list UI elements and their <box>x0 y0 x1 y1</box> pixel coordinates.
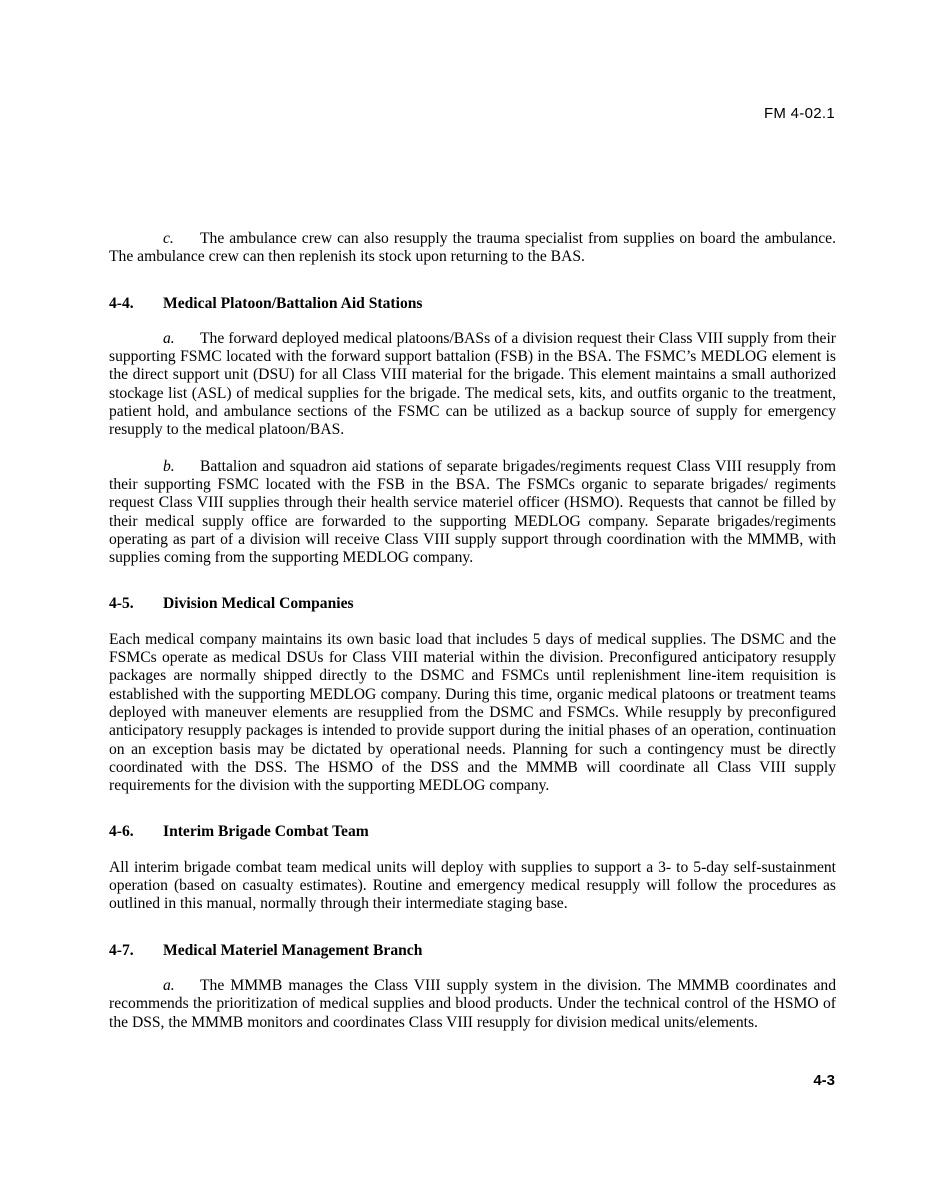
paragraph-4-7-a <box>109 977 836 1032</box>
paragraph-text: Battalion and squadron aid stations of separate brigades/regiments request Class VIII resupply from their supporting FSMC located with the FSB in the BSA. The FSMCs organic to separate brigades/ regiments request Class VIII supplies through their health service materiel officer (HSMO). Requests that cannot be filled by their medical supply office are forwarded to the supporting MEDLOG company. Separate brigades/regiments operating as part of a division will receive Class VIII supply support through coordination with the MMMB, with supplies coming from the supporting MEDLOG company. <box>109 457 836 567</box>
paragraph-text: The forward deployed medical platoons/BASs of a division request their Class VIII supply from their supporting FSMC located with the forward support battalion (FSB) in the BSA. The FSMC’s MEDLOG element is the direct support unit (DSU) for all Class VIII material for the brigade. This element maintains a small authorized stockage list (ASL) of medical supplies for the brigade. The medical sets, kits, and outfits organic to the treatment, patient hold, and ambulance sections of the FSMC can be utilized as a backup source of supply for emergency resupply to the medical platoon/BAS. <box>109 329 836 439</box>
paragraph-c <box>109 230 836 267</box>
paragraph-text: The MMMB manages the Class VIII supply system in the division. The MMMB coordinates and recommends the prioritization of medical supplies and blood products. Under the technical control of the HSMO of the DSS, the MMMB monitors and coordinates Class VIII resupply for division medical units/elements. <box>109 976 836 1031</box>
paragraph-label: b. <box>163 457 175 475</box>
section-number: 4-5. <box>109 595 134 613</box>
section-heading-4-6 <box>109 823 836 841</box>
section-heading-4-7 <box>109 942 836 960</box>
paragraph-label: a. <box>163 329 175 347</box>
section-number: 4-6. <box>109 823 134 841</box>
page-body <box>109 230 836 1032</box>
paragraph-4-4-b <box>109 458 836 568</box>
document-id-header: FM 4-02.1 <box>763 105 835 122</box>
section-title: Division Medical Companies <box>163 595 354 613</box>
paragraph-text: The ambulance crew can also resupply the trauma specialist from supplies on board the ambulance. The ambulance crew can then replenish its stock upon returning to the BAS. <box>109 230 836 266</box>
section-number: 4-7. <box>109 941 134 959</box>
section-heading-4-5 <box>109 595 836 613</box>
section-title: Interim Brigade Combat Team <box>163 823 369 841</box>
paragraph-4-5: Each medical company maintains its own basic load that includes 5 days of medical supplies. The DSMC and the FSMCs operate as medical DSUs for Class VIII material within the division. Preconfigured anticipatory resupply packages are normally shipped directly to the DSMC and FSMCs until replenishment line-item requisition is established with the supporting MEDLOG company. During this time, organic medical platoons or treatment teams deployed with maneuver elements are resupplied from the DSMC and FSMCs. While resupply by preconfigured anticipatory resupply packages is intended to provide support during the initial phases of an operation, continuation on an exception basis may be dictated by operational needs. Planning for such a contingency must be directly coordinated with the DSS. The HSMO of the DSS and the MMMB will coordinate all Class VIII supply requirements for the division with the supporting MEDLOG company. <box>109 630 836 795</box>
section-title: Medical Platoon/Battalion Aid Stations <box>163 294 423 312</box>
page-number-footer: 4-3 <box>813 1072 835 1089</box>
section-number: 4-4. <box>109 294 134 312</box>
paragraph-label: c. <box>163 230 174 247</box>
paragraph-4-6: All interim brigade combat team medical units will deploy with supplies to support a 3- to 5-day self-sustainment operation (based on casualty estimates). Routine and emergency medical resupply will follow the procedures as outlined in this manual, normally through their intermediate staging base. <box>109 858 836 913</box>
paragraph-4-4-a <box>109 330 836 440</box>
section-heading-4-4 <box>109 295 836 313</box>
section-title: Medical Materiel Management Branch <box>163 941 423 959</box>
paragraph-label: a. <box>163 976 175 994</box>
